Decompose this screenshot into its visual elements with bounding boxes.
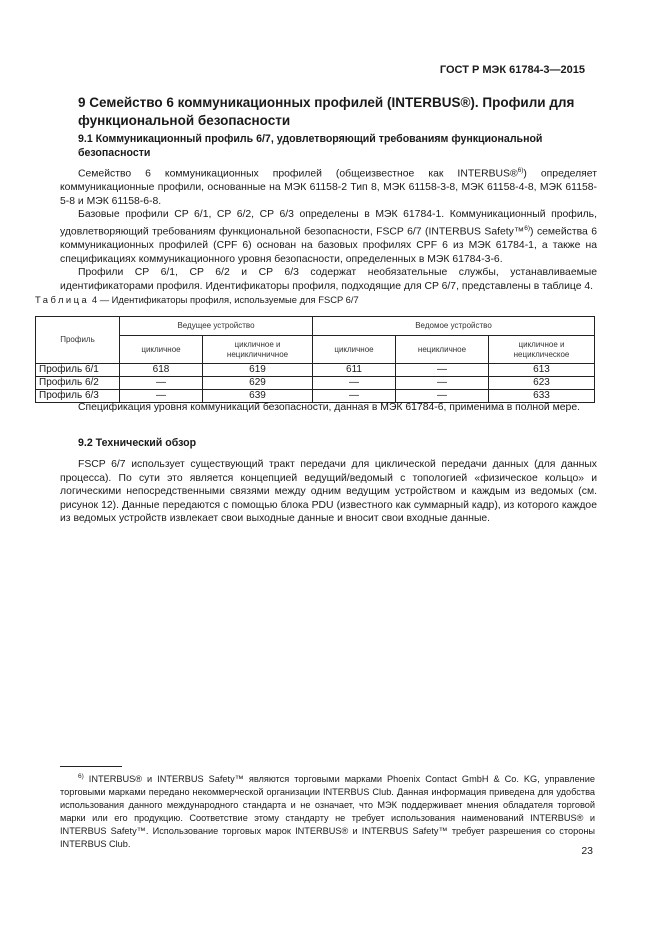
- cell: —: [396, 364, 489, 377]
- footnote-ref[interactable]: 6): [524, 224, 531, 232]
- page-number: 23: [581, 845, 593, 857]
- cell: Профиль 6/2: [36, 377, 120, 390]
- footnote-ref[interactable]: 6): [517, 167, 524, 174]
- cell: 619: [203, 364, 313, 377]
- footnote-text: [60, 770, 595, 851]
- caption-text: 4 — Идентификаторы профиля, используемые для FSCP 6/7: [91, 294, 359, 305]
- text: Базовые профили CP 6/1, CP 6/2, CP 6/3 определены в МЭК 61784-1. Коммуникационный профиль, удовлетворяющий требованиям функциональной безопасности, FSCP 6/7 (INTERBUS Safety™: [60, 209, 597, 238]
- text: ) семейства 6 коммуникационных профилей (CPF 6) основан на базовых профилях CPF 6 из МЭК 61784-1, а также на спецификациях коммуникационного уровня безопасности, определенных в МЭК 61784-3-6.: [60, 226, 597, 265]
- header-master: Ведущее устройство: [120, 317, 313, 336]
- subheader: нецикличное: [396, 336, 489, 364]
- cell: Профиль 6/1: [36, 364, 120, 377]
- cell: 629: [203, 377, 313, 390]
- cell: —: [396, 377, 489, 390]
- cell: —: [396, 390, 489, 403]
- subheader: цикличное и нециклическое: [489, 336, 595, 364]
- text: Семейство 6 коммуникационных профилей (общеизвестное как INTERBUS®: [78, 168, 518, 180]
- paragraph: FSCP 6/7 использует существующий тракт передачи для циклической передачи данных (для данных процесса). По сути это является концепцией ведущий/ведомый с топологией «физическое кольцо» и логическими непосредственными связями между одним ведущим устройством и каждым из ведомых (см. рисунок 12). Данные передаются с помощью блока PDU (известного как суммарный кадр), из которого каждое из ведомых устройств извлекает свои выходные данные и вносит свои входные данные.: [60, 459, 597, 525]
- header-profile: Профиль: [36, 317, 120, 364]
- subsection-title: 9.2 Технический обзор: [78, 437, 197, 449]
- spec-text: [60, 401, 597, 415]
- subheader: цикличное и нецикличничное: [203, 336, 313, 364]
- caption-label: Таблица: [35, 294, 90, 305]
- section-title: 9 Семейство 6 коммуникационных профилей (INTERBUS®). Профили для функциональной безопасности: [78, 95, 575, 128]
- overview-text: [60, 458, 597, 526]
- cell: —: [313, 377, 396, 390]
- cell: 613: [489, 364, 595, 377]
- text: INTERBUS® и INTERBUS Safety™ являются торговыми марками Phoenix Contact GmbH & Co. KG, управление торговыми марками передано некоммерческой организации INTERBUS Club. Данная информация приведена для удобства использования данного международного стандарта и не означает, что МЭК поддерживает мнения обладателя торговой марки или его продукцию. Соответствие этому стандарту не требует использования наименований INTERBUS® и INTERBUS Safety™. Использование торговых марок INTERBUS® и INTERBUS Safety™ требует разрешения со стороны INTERBUS Club.: [60, 774, 595, 850]
- subheader: цикличное: [120, 336, 203, 364]
- footnote: [60, 770, 595, 851]
- table-row: [36, 364, 595, 377]
- cell: —: [313, 390, 396, 403]
- cell: —: [120, 390, 203, 403]
- paragraph: [60, 164, 597, 208]
- paragraph: Спецификация уровня коммуникаций безопасности, данная в МЭК 61784-6, применима в полной мере.: [78, 402, 580, 413]
- table-caption: [35, 294, 359, 305]
- cell: 639: [203, 390, 313, 403]
- cell: 618: [120, 364, 203, 377]
- cell: 623: [489, 377, 595, 390]
- subheader: цикличное: [313, 336, 396, 364]
- subsection-title: 9.1 Коммуникационный профиль 6/7, удовлетворяющий требованиям функциональной безопасности: [78, 133, 543, 159]
- intro-text: [60, 164, 597, 293]
- running-header: ГОСТ Р МЭК 61784-3—2015: [439, 64, 585, 76]
- header-slave: Ведомое устройство: [313, 317, 595, 336]
- cell: Профиль 6/3: [36, 390, 120, 403]
- cell: 611: [313, 364, 396, 377]
- profile-id-table: [35, 316, 595, 403]
- footnote-divider: [60, 766, 122, 767]
- table-row: [36, 377, 595, 390]
- footnote-marker: 6): [78, 773, 84, 780]
- cell: —: [120, 377, 203, 390]
- paragraph: [60, 208, 597, 266]
- text: ) определяет коммуникационные профили, основанные на МЭК 61158-2 Тип 8, МЭК 61158-3-8, МЭК 61158-4-8, МЭК 61158-5-8 и МЭК 61158-6-8.: [60, 168, 597, 207]
- cell: 633: [489, 390, 595, 403]
- paragraph: Профили CP 6/1, CP 6/2 и CP 6/3 содержат необязательные службы, устанавливаемые идентификаторами профиля. Идентификаторы профиля, подходящие для CP 6/7, представлены в таблице 4.: [60, 267, 597, 292]
